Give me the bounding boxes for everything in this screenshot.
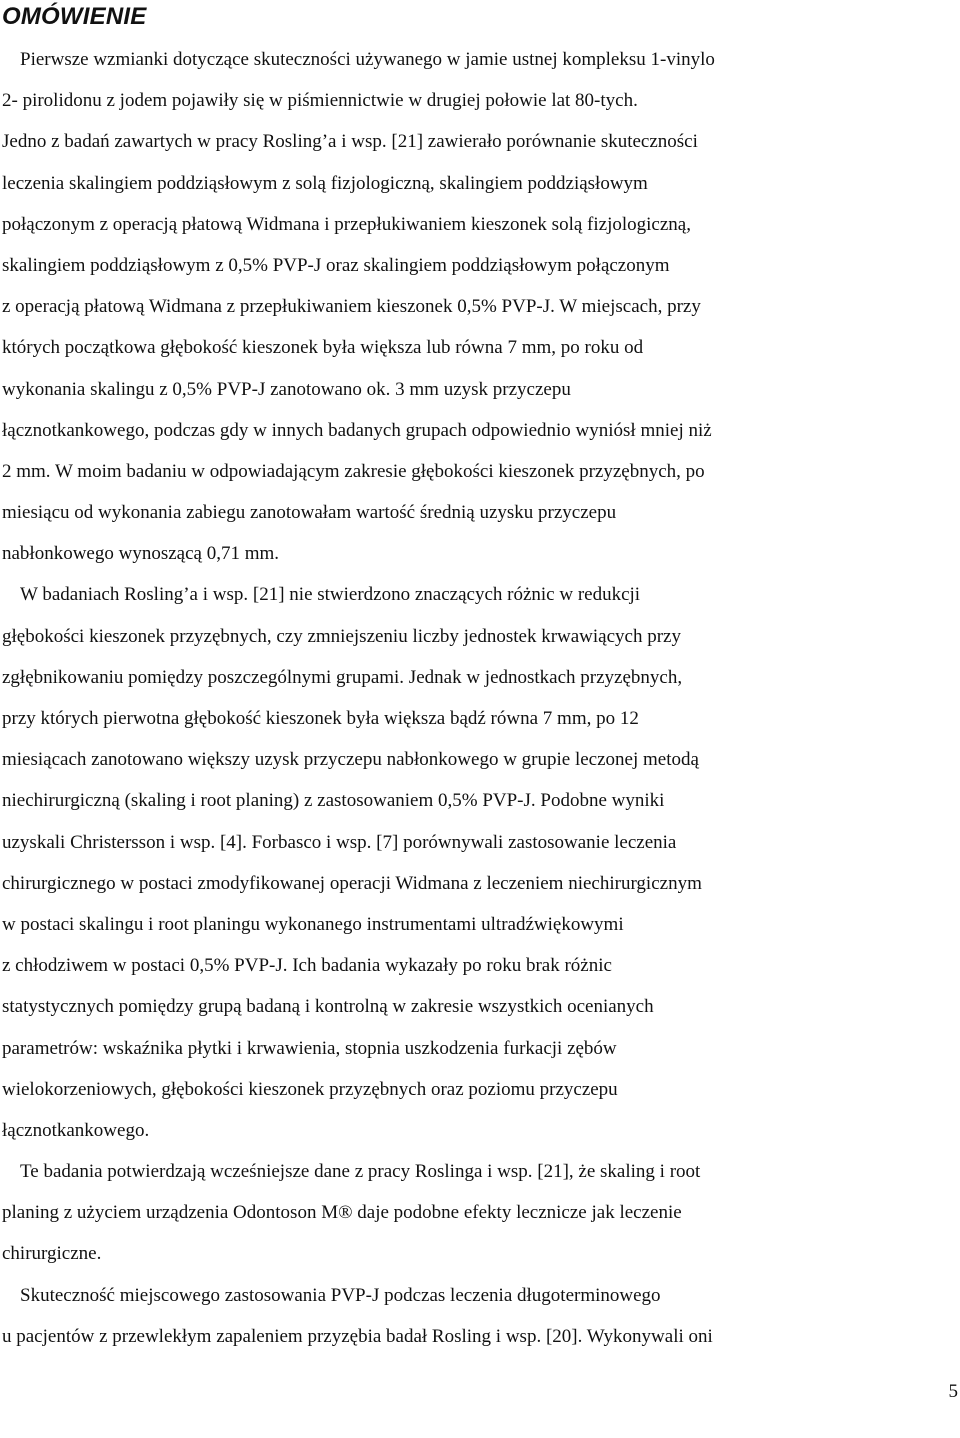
text-line: Pierwsze wzmianki dotyczące skuteczności używanego w jamie ustnej kompleksu 1-vinylo [20,49,715,70]
section-heading: OMÓWIENIE [2,3,147,30]
text-line: 2 mm. W moim badaniu w odpowiadającym zakresie głębokości kieszonek przyzębnych, po [2,460,705,482]
text-line: z operacją płatową Widmana z przepłukiwaniem kieszonek 0,5% PVP-J. W miejscach, przy [2,296,701,318]
text-line: wielokorzeniowych, głębokości kieszonek przyzębnych oraz poziomu przyczepu [2,1078,618,1100]
text-line: nabłonkowego wynoszącą 0,71 mm. [2,543,280,565]
text-line: głębokości kieszonek przyzębnych, czy zmniejszeniu liczby jednostek krwawiących przy [2,625,681,647]
text-line: których początkowa głębokość kieszonek była większa lub równa 7 mm, po roku od [2,337,644,359]
text-line: miesiącu od wykonania zabiegu zanotowałam wartość średnią uzysku przyczepu [2,502,617,524]
text-line: planing z użyciem urządzenia Odontoson M® daje podobne efekty lecznicze jak leczenie [2,1202,682,1224]
body-text [2,39,952,1357]
text-line: przy których pierwotna głębokość kieszonek była większa bądź równa 7 mm, po 12 [2,708,639,729]
text-line: w postaci skalingu i root planingu wykonanego instrumentami ultradźwiękowymi [2,913,624,935]
text-line: chirurgiczne. [2,1243,102,1265]
text-line: miesiącach zanotowano większy uzysk przyczepu nabłonkowego w grupie leczonej metodą [2,749,699,771]
text-line: leczenia skalingiem poddziąsłowym z solą fizjologiczną, skalingiem poddziąsłowym [2,172,648,194]
text-line: parametrów: wskaźnika płytki i krwawienia, stopnia uszkodzenia furkacji zębów [2,1037,617,1059]
text-line: Te badania potwierdzają wcześniejsze dane z pracy Roslinga i wsp. [21], że skaling i root [20,1161,701,1183]
text-line: uzyskali Christersson i wsp. [4]. Forbasco i wsp. [7] porównywali zastosowanie leczenia [2,831,677,853]
text-line: Skuteczność miejscowego zastosowania PVP-J podczas leczenia długoterminowego [20,1284,661,1306]
text-line: skalingiem poddziąsłowym z 0,5% PVP-J oraz skalingiem poddziąsłowym połączonym [2,254,670,276]
text-line: łącznotkankowego, podczas gdy w innych badanych grupach odpowiednio wyniósł mniej niż [2,419,712,441]
text-line: statystycznych pomiędzy grupą badaną i kontrolną w zakresie wszystkich ocenianych [2,996,654,1018]
text-line: z chłodziwem w postaci 0,5% PVP-J. Ich badania wykazały po roku brak różnic [2,955,612,977]
text-line: 2- pirolidonu z jodem pojawiły się w piśmiennictwie w drugiej połowie lat 80-tych. [2,90,638,112]
text-line: wykonania skalingu z 0,5% PVP-J zanotowano ok. 3 mm uzysk przyczepu [2,378,571,400]
text-line: niechirurgiczną (skaling i root planing) z zastosowaniem 0,5% PVP-J. Podobne wyniki [2,790,665,812]
text-line: zgłębnikowaniu pomiędzy poszczególnymi grupami. Jednak w jednostkach przyzębnych, [2,666,683,688]
page-number: 5 [948,1381,958,1402]
text-line: chirurgicznego w postaci zmodyfikowanej operacji Widmana z leczeniem niechirurgicznym [2,872,702,894]
text-line: W badaniach Rosling’a i wsp. [21] nie stwierdzono znaczących różnic w redukcji [20,584,641,606]
text-line: u pacjentów z przewlekłym zapaleniem przyzębia badał Rosling i wsp. [20]. Wykonywali oni [2,1325,713,1347]
text-line: łącznotkankowego. [2,1119,150,1141]
text-line: Jedno z badań zawartych w pracy Rosling’a i wsp. [21] zawierało porównanie skuteczności [2,131,698,153]
text-line: połączonym z operacją płatową Widmana i przepłukiwaniem kieszonek solą fizjologiczną, [2,213,691,235]
